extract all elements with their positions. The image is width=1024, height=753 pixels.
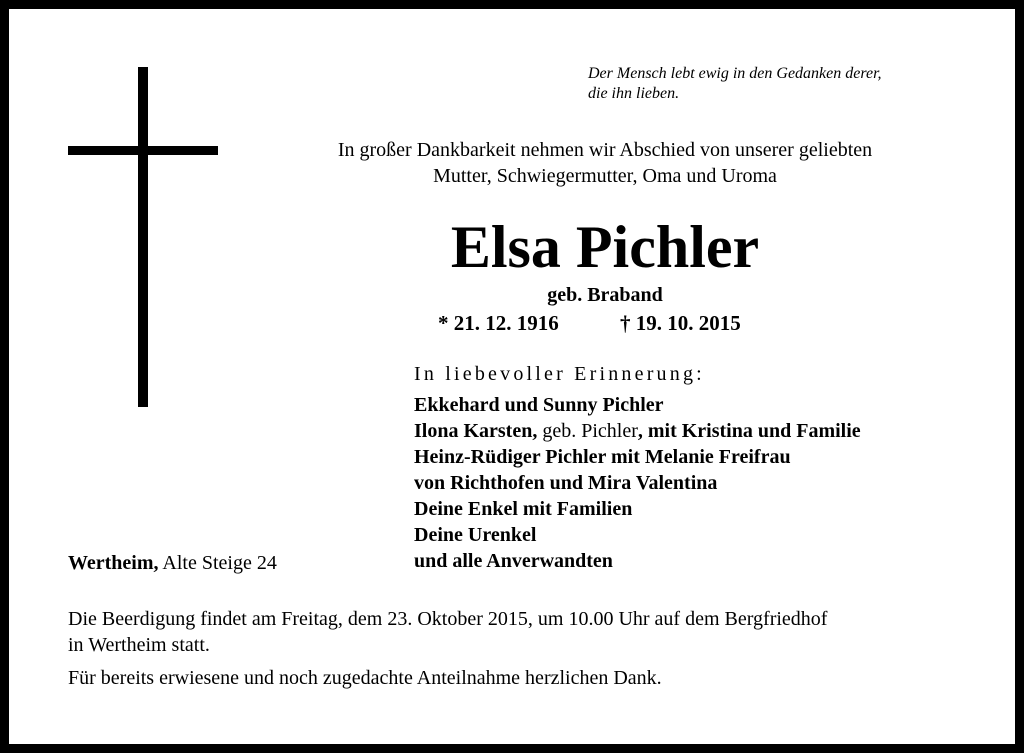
mourner-line: Ekkehard und Sunny Pichler [414, 394, 664, 416]
funeral-info [68, 606, 827, 691]
quote-line: die ihn lieben. [588, 85, 680, 102]
mourner-line: und alle Anverwandten [414, 550, 613, 572]
address [68, 550, 277, 576]
intro [230, 137, 980, 189]
remembrance-heading: In liebevoller Erinnerung: [414, 363, 705, 385]
birth-date: * 21. 12. 1916 [438, 311, 559, 335]
mourner-family: , mit Kristina und Familie [637, 420, 861, 442]
maiden-note: geb. Pichler [537, 420, 638, 442]
death-date: † 19. 10. 2015 [620, 311, 741, 335]
funeral-line: Die Beerdigung findet am Freitag, dem 23. Oktober 2015, um 10.00 Uhr auf dem Bergfriedhof [68, 608, 828, 630]
intro-line: In großer Dankbarkeit nehmen wir Abschied von unserer geliebten [337, 139, 873, 161]
mourner-line [414, 418, 861, 444]
mourners-list [414, 392, 861, 574]
mourner-line: Deine Enkel mit Familien [414, 498, 633, 520]
mourner-name: Ilona Karsten, [414, 420, 538, 442]
quote-line: Der Mensch lebt ewig in den Gedanken derer, [588, 65, 882, 82]
thanks-line: Für bereits erwiesene und noch zugedachte Anteilnahme herzlichen Dank. [68, 667, 662, 689]
mourner-line: Heinz-Rüdiger Pichler mit Melanie Freifrau [414, 446, 791, 468]
deceased-name: Elsa Pichler [450, 214, 760, 280]
maiden-name: geb. Braband [547, 284, 663, 306]
funeral-line: in Wertheim statt. [68, 634, 210, 656]
intro-line: Mutter, Schwiegermutter, Oma und Uroma [433, 165, 777, 187]
quote [588, 64, 882, 104]
mourner-line: Deine Urenkel [414, 524, 537, 546]
address-street: Alte Steige 24 [158, 552, 277, 574]
mourner-line: von Richthofen und Mira Valentina [414, 472, 718, 494]
address-city: Wertheim, [68, 552, 159, 574]
